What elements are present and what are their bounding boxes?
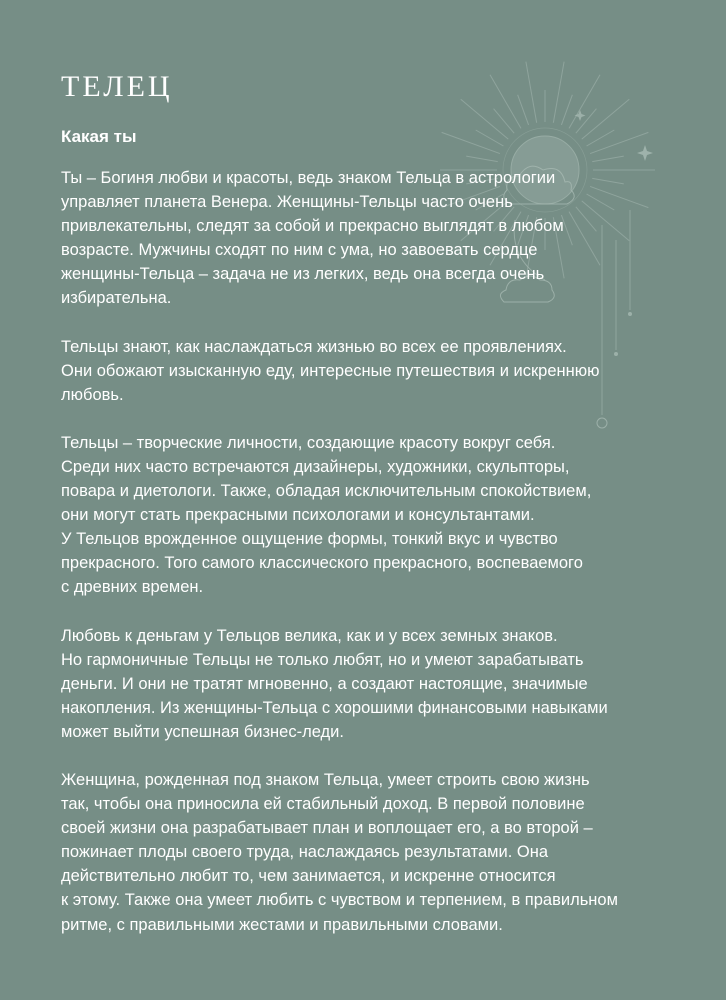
- text-line: к этому. Также она умеет любить с чувством и терпением, в правильном: [61, 891, 618, 910]
- sun-ray: [582, 99, 629, 139]
- paragraph: [61, 166, 671, 311]
- text-line: может выйти успешная бизнес-леди.: [61, 722, 344, 741]
- sun-ray: [518, 95, 529, 125]
- article-body: [61, 166, 671, 961]
- text-line: действительно любит то, чем занимается, и искренне относится: [61, 867, 556, 886]
- text-line: привлекательны, следят за собой и прекрасно выглядят в любом: [61, 217, 564, 236]
- paragraph: [61, 624, 671, 744]
- sun-ray: [592, 156, 624, 162]
- text-line: избирательна.: [61, 289, 172, 308]
- sun-ray: [569, 75, 600, 129]
- text-line: с древних времен.: [61, 578, 204, 597]
- paragraph: [61, 768, 671, 937]
- text-line: Любовь к деньгам у Тельцов велика, как и у всех земных знаков.: [61, 626, 558, 645]
- sun-ray: [553, 62, 564, 123]
- text-line: Женщина, рожденная под знаком Тельца, умеет строить свою жизнь: [61, 770, 590, 789]
- sun-ray: [587, 130, 615, 146]
- text-line: ритме, с правильными жестами и правильными словами.: [61, 915, 503, 934]
- sun-ray: [561, 95, 572, 125]
- sun-ray: [461, 99, 508, 139]
- text-line: повара и диетологи. Также, обладая исключительным спокойствием,: [61, 482, 592, 501]
- sun-ray: [466, 156, 498, 162]
- sun-ray: [476, 130, 504, 146]
- text-line: деньги. И они не тратят мгновенно, а создают настоящие, значимые: [61, 674, 588, 693]
- text-line: они могут стать прекрасными психологами и консультантами.: [61, 506, 535, 525]
- text-line: управляет планета Венера. Женщины-Тельцы часто очень: [61, 193, 513, 212]
- sun-ray: [490, 75, 521, 129]
- text-line: Они обожают изысканную еду, интересные путешествия и искреннюю: [61, 361, 600, 380]
- sun-ray: [526, 62, 537, 123]
- text-line: женщины-Тельца – задача не из легких, ведь она всегда очень: [61, 265, 545, 284]
- sun-ray: [442, 132, 500, 153]
- text-line: прекрасного. Того самого классического прекрасного, воспеваемого: [61, 554, 583, 573]
- paragraph: [61, 431, 671, 600]
- text-line: пожинает плоды своего труда, наслаждаясь результатами. Она: [61, 843, 549, 862]
- sun-ray: [590, 132, 648, 153]
- text-line: Тельцы знают, как наслаждаться жизнью во всех ее проявлениях.: [61, 337, 567, 356]
- text-line: Тельцы – творческие личности, создающие красоту вокруг себя.: [61, 433, 556, 452]
- text-line: своей жизни она разрабатывает план и воплощает его, а во второй –: [61, 819, 593, 838]
- text-line: У Тельцов врожденное ощущение формы, тонкий вкус и чувство: [61, 530, 558, 549]
- paragraph: [61, 335, 671, 407]
- text-line: Ты – Богиня любви и красоты, ведь знаком Тельца в астрологии: [61, 169, 556, 187]
- text-line: так, чтобы она приносила ей стабильный доход. В первой половине: [61, 795, 585, 814]
- page-title: ТЕЛЕЦ: [61, 70, 173, 103]
- text-line: любовь.: [61, 385, 124, 404]
- text-line: накопления. Из женщины-Тельца с хорошими финансовыми навыками: [61, 698, 608, 717]
- text-line: Но гармоничные Тельцы не только любят, но и умеют зарабатывать: [61, 650, 584, 669]
- text-line: Среди них часто встречаются дизайнеры, художники, скульпторы,: [61, 457, 570, 476]
- section-heading: Какая ты: [61, 127, 137, 146]
- text-line: возрасте. Мужчины сходят по ним с ума, но завоевать сердце: [61, 241, 538, 260]
